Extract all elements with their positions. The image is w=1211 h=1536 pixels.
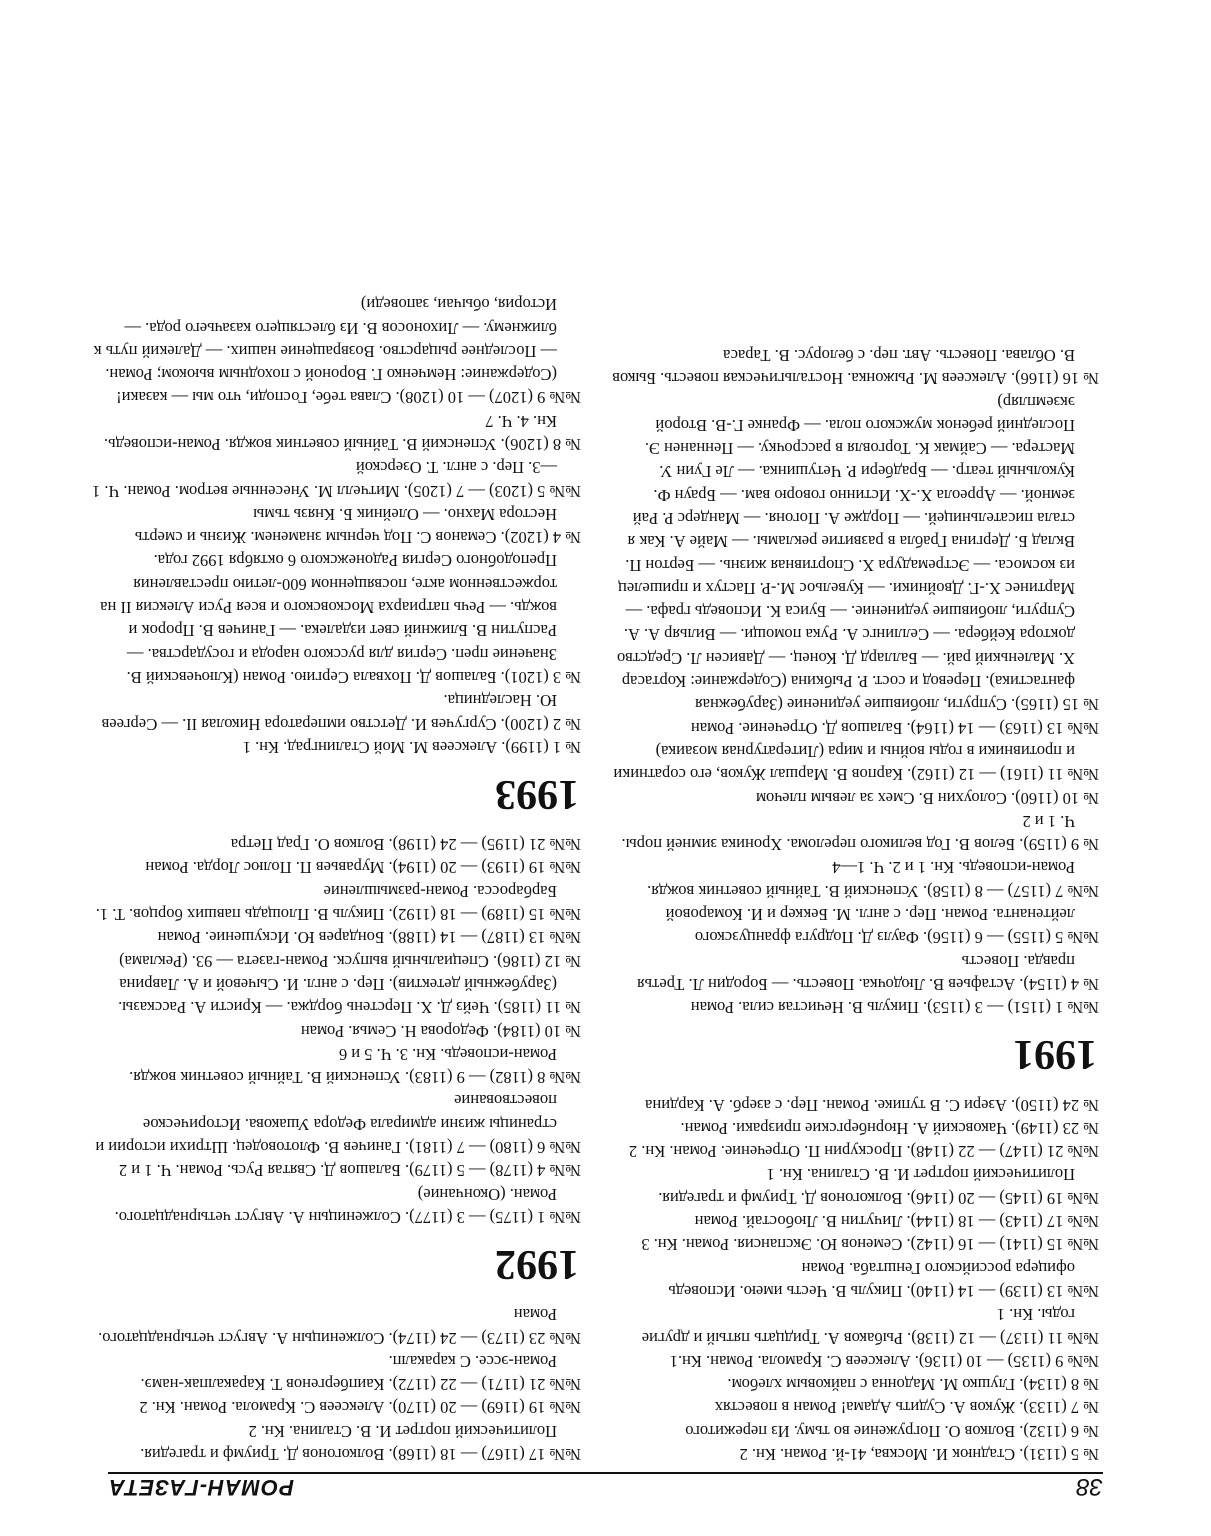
catalog-entry: № 7 (1133). Жуков А. Судить Адама! Роман в повестях [714,1398,1099,1418]
catalog-entry: № 9 (1159). Белов В. Год великого перелома. Хроника зимней поры. Ч. 1 и 2 [621,811,1099,855]
catalog-entry: № 23 (1149). Чаковский А. Нюрнбергские призраки. Роман. [680,1118,1099,1138]
catalog-entry: №№ 13 (1163) — 14 (1164). Балашов Д. Отречение. Роман [690,718,1099,738]
catalog-entry: № 8 (1134). Глушко М. Мадонна с пайковым хлебом. [727,1375,1099,1395]
catalog-entry: №№ 8 (1182) — 9 (1183). Успенский В. Тайный советник вождя. Роман-исповедь. Кн. 3. Ч. 5 и 6 [129,1044,581,1088]
catalog-entry: №№ 6 (1180) — 7 (1181). Ганичев В. Флотоводец. Штрихи истории и страницы жизни адмирала Федора Ушакова. Историческое повествование [95,1091,581,1158]
catalog-entry: №№ 19 (1145) — 20 (1146). Волкогонов Д. Триумф и трагедия. Политический портрет И. В. Сталина. Кн. 1 [658,1165,1099,1208]
catalog-entry: №№ 17 (1143) — 18 (1144). Личутин В. Любостай. Роман [694,1212,1099,1232]
year-heading: 1993 [495,770,579,817]
catalog-entry: №№ 5 (1155) — 6 (1156). Фаулз Д. Подруга французского лейтенанта. Роман. Пер. с англ. М. Беккер и И. Комаровой [665,905,1099,948]
catalog-entry: №№ 11 (1137) — 12 (1138). Рыбаков А. Тридцать пятый и другие годы. Кн. 1 [641,1305,1099,1348]
catalog-entry: №№ 21 (1171) — 22 (1172). Каипбергенов Т. Каракалпак-намэ. Роман-эссе. С каракалп. [140,1351,581,1395]
catalog-entry: №№ 9 (1207) — 10 (1208). Слава тебе, Господи, что мы — казаки! (Содержание: Немченко Г. Вороной с походным вьюком; Роман. — Последнее рыцарство. Возвращение наших. — Далекий путь к ближнему. — Лихоносов В. Из блестящего казачьего рода. — История, обычаи, заповеди) [93,295,581,408]
catalog-entry: №№ 17 (1167) — 18 (1168). Волкогонов Д. Триумф и трагедия. Политический портрет И. В. Сталина. Кн. 2 [140,1421,581,1464]
catalog-entry: № 2 (1200). Сургучев И. Детство императора Николая II. — Сергеев Ю. Наследница. [101,691,581,734]
catalog-entry: № 10 (1184). Федорова Н. Семья. Роман [300,1021,581,1041]
catalog-entry: №№ 9 (1135) — 10 (1136). Алексеев С. Крамола. Роман. Кн.1 [669,1351,1099,1371]
catalog-entry: №№ 13 (1139) — 14 (1140). Пикуль В. Честь имею. Исповедь офицера российского Генштаба. Роман [668,1258,1099,1301]
journal-title: РОМАН-ГАЗЕТА [108,1475,294,1500]
catalog-entry: №№ 21 (1195) — 24 (1198). Волков О. Град Петра [230,835,581,855]
page-number: 38 [1076,1473,1103,1500]
catalog-entry: №№ 23 (1173) — 24 (1174). Солженицын А. Август четырнадцатого. Роман [98,1305,581,1348]
catalog-entry: № 1 (1199). Алексеев М. Мой Сталинград. Кн. 1 [242,737,581,757]
catalog-entry: №№ 7 (1157) — 8 (1158). Успенский В. Тайный советник вождя. Роман-исповедь. Кн. 1 и 2. Ч. 1—4 [647,858,1099,901]
page-header [108,1470,1103,1500]
catalog-entry: №№ 13 (1187) — 14 (1188). Бондарев Ю. Искушение. Роман [157,928,581,948]
catalog-entry: № 5 (1131). Стаднюк И. Москва, 41-й. Роман. Кн. 2 [739,1445,1099,1464]
catalog-entry: №№ 1 (1151) — 3 (1153). Пикуль В. Нечистая сила. Роман [690,998,1099,1018]
right-column [91,293,581,1466]
year-heading: 1991 [1013,1031,1097,1078]
catalog-entry: №№ 19 (1169) — 20 (1170). Алексеев С. Крамола. Роман. Кн. 2 [139,1398,581,1418]
catalog-entry: № 8 (1206). Успенский В. Тайный советник вождя. Роман-исповедь. Кн. 4. Ч. 7 [103,411,581,455]
catalog-entry: № 15 (1165). Супруги, любившие уединение (Зарубежная фантастика). Перевод и сост. Р. Рыбкина (Содержание: Кортасар Х. Маленький рай. — Баллард Д. Конец. — Дависен Л. Средство доктора Кейбера. — Селлингс А. Рука помощи. — Вильяр А. А. Супруги, любившие уединение. — Буиса К. Исповедь графа. — Мартинес Х.-Г. Двойники. — Кувельос М.-Р. Пастух и пришелец из космоса. — Эстремадура Х. Спортивная жизнь. — Бертон П. Вклад Б. Дергина Грабла в развитие рекламы. — Майе А. Как я стала писательницей. — Пордже А. Погоня. — Мандерс Р. Рай земной. — Арреола Х.-Х. Истинно говорю вам. — Браун Ф. Кукольный театр. — Брадбери Р. Четушинка. — Ле Гуин У. Мастера. — Саймак К. Торговля в рассрочку. — Пеннанен Э. Последний ребенок мужского пола. — Франке Г.-В. Второй экземпляр) [616,392,1099,715]
catalog-entry: №№ 15 (1141) — 16 (1142). Семенов Ю. Экспансия. Роман. Кн. 3 [641,1235,1099,1255]
catalog-entry: № 16 (1166). Алексеев М. Рыжонка. Ностальгическая повесть. Быков В. Облава. Повесть. Авт. пер. с белорус. В. Тараса [612,345,1099,389]
catalog-entry: №№ 11 (1161) — 12 (1162). Карпов В. Маршал Жуков, его соратники и противники в годы войны и мира (Литературная мозаика) [613,741,1099,785]
catalog-entry: № 10 (1160). Солоухин В. Смех за левым плечом [755,788,1099,808]
catalog-entry: № 11 (1185). Чейз Д. Х. Перстень борджа. — Кристи А. Рассказы. (Зарубежный детектив). Пер. с англ. И. Сычевой и А. Лаврина [118,974,581,1018]
catalog-entry: № 4 (1154). Астафьев В. Людочка. Повесть. — Бородин Л. Третья правда. Повесть [637,951,1099,994]
catalog-entry: № 12 (1186). Специальный выпуск. Роман-газета — 93. (Реклама) [119,951,581,971]
catalog-entry: №№ 4 (1178) — 5 (1179). Балашов Д. Святая Русь. Роман. Ч. 1 и 2 [118,1161,581,1181]
left-column [609,344,1099,1466]
catalog-entry: №№ 5 (1203) — 7 (1205). Митчелл М. Унесенные ветром. Роман. Ч. 1—3. Пер. с англ. Т. Озерской [92,458,581,501]
catalog-entry: №№ 19 (1193) — 20 (1194). Муравьев П. Полюс Лорда. Роман [145,858,581,878]
catalog-entry: №№ 21 (1147) — 22 (1148). Проскурин П. Отречение. Роман. Кн. 2 [628,1142,1099,1162]
catalog-entry: №№ 1 (1175) — 3 (1177). Солженицын А. Август четырнадцатого. Роман. (Окончание) [114,1184,581,1227]
catalog-entry: № 6 (1132). Волков О. Погружение во тьму. Из пережитого [685,1421,1099,1441]
catalog-entry: №№ 15 (1189) — 18 (1192). Пикуль В. Площадь павших борцов. Т. 1. Барбаросса. Роман-размышление [95,881,581,925]
catalog-entry: № 3 (1201). Балашов Д. Похвала Сергию. Роман (Ключевский В. Значение преп. Сергия для русского народа и государства. — Распутин В. Ближний свет издалека. — Ганичев В. Пророк и вождь. — Речь патриарха Московского и всея Руси Алексия II на торжественном акте, посвященном 600-летию преставления Преподобного Сергия Радонежского 6 октября 1992 года. [100,551,581,687]
catalog-entry: № 4 (1202). Семанов С. Под черным знаменем. Жизнь и смерть Нестора Махно. — Олейник Б. Князь тьмы [134,504,581,548]
year-heading: 1992 [495,1240,579,1287]
header-rule [108,1472,1103,1474]
catalog-entry: № 24 (1150). Азери С. В тупике. Роман. Пер. с азерб. А. Кардина [645,1095,1099,1115]
